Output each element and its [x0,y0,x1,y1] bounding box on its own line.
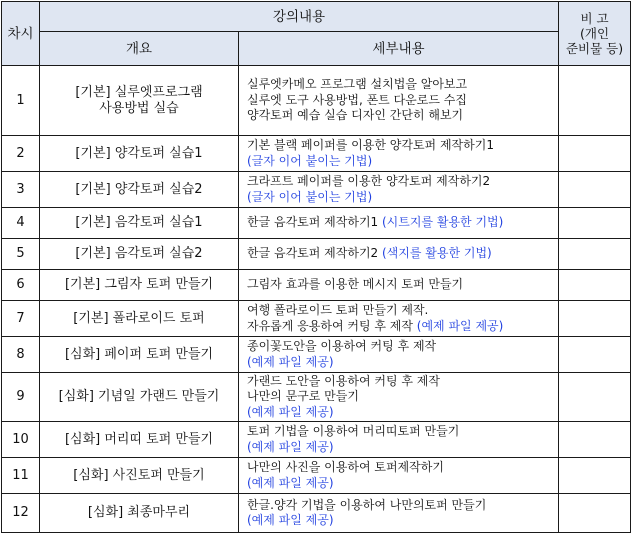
session-number: 8 [2,337,40,373]
session-note [559,208,631,239]
session-number: 5 [2,239,40,270]
session-note [559,136,631,172]
detail-line [247,277,558,293]
session-details [239,494,559,533]
detail-text: 종이꽃도안을 이용하여 커팅 후 제작 [247,339,437,353]
table-row [2,458,631,494]
detail-line [247,246,558,262]
detail-line [247,405,558,421]
detail-note-text: (글자 이어 붙이는 기법) [247,153,373,168]
session-number: 7 [2,301,40,337]
overview-line: [기본] 음각토퍼 실습1 [75,215,203,230]
session-note [559,239,631,270]
detail-text: 실루엣카메오 프로그램 설치법을 알아보고 [247,77,468,92]
session-note [559,458,631,494]
overview-line: [심화] 머리띠 토퍼 만들기 [64,431,214,447]
detail-text: 실루엣 도구 사용방법, 폰트 다운로드 수집 [247,92,467,107]
detail-line [247,303,558,319]
overview-line: [기본] 폴라로이드 토퍼 [73,310,205,326]
overview-line: [기본] 양각토퍼 실습1 [75,145,203,161]
table-row [2,136,631,172]
detail-line [247,460,558,476]
session-overview [40,494,239,533]
session-number: 9 [2,373,40,422]
detail-text: 나만의 사진을 이용하여 토퍼제작하기 [247,460,444,474]
detail-line [247,513,558,529]
detail-line [247,93,558,109]
detail-note-text: (예제 파일 제공) [247,513,334,527]
session-details [239,239,559,270]
header-note-line: 준비물 등) [565,41,624,56]
session-details [239,270,559,301]
table-row [2,337,631,373]
overview-line: [기본] 양각토퍼 실습2 [75,181,203,197]
curriculum-table [1,1,631,533]
table-row [2,422,631,458]
header-note [559,2,631,66]
session-number: 10 [2,422,40,458]
detail-line [247,476,558,492]
session-number: 2 [2,136,40,172]
session-overview [40,301,239,337]
detail-line [247,374,558,390]
detail-note-text: (시트지를 활용한 기법) [382,215,504,230]
session-note [559,66,631,136]
session-number: 3 [2,172,40,208]
session-number: 6 [2,270,40,301]
detail-line [247,440,558,456]
detail-line [247,319,558,335]
detail-text: 크라프트 페이퍼를 이용한 양각토퍼 제작하기2 [247,174,491,188]
header-lecture-content: 강의내용 [40,2,559,32]
session-details [239,301,559,337]
table-row [2,66,631,136]
session-details [239,66,559,136]
session-overview [40,66,239,136]
session-overview [40,208,239,239]
detail-note-text: (예제 파일 제공) [247,475,334,490]
session-details [239,337,559,373]
detail-note-text: (예제 파일 제공) [416,318,504,333]
detail-line [247,154,558,170]
session-overview [40,239,239,270]
session-details [239,458,559,494]
session-number: 11 [2,458,40,494]
overview-line: [기본] 실루엣프로그램 [75,84,203,100]
header-note-line: (개인 [580,26,610,41]
overview-line: [심화] 사진토퍼 만들기 [73,467,205,483]
session-number: 1 [2,66,40,136]
overview-line: [기본] 음각토퍼 실습2 [75,246,203,261]
session-number: 4 [2,208,40,239]
detail-text: 토퍼 기법을 이용하여 머리띠토퍼 만들기 [247,424,460,438]
header-overview: 개요 [40,32,239,66]
detail-line [247,389,558,405]
detail-line [247,215,558,231]
session-details [239,373,559,422]
session-details [239,136,559,172]
detail-note-text: (예제 파일 제공) [247,404,334,419]
detail-note-text: (예제 파일 제공) [247,439,334,454]
detail-line [247,339,558,355]
detail-line [247,355,558,371]
overview-line: [심화] 기념일 가랜드 만들기 [58,389,220,404]
session-note [559,270,631,301]
session-overview [40,458,239,494]
session-note [559,494,631,533]
session-overview [40,270,239,301]
overview-line: [심화] 최종마무리 [87,505,191,520]
detail-text: 한글.양각 기법을 이용하여 나만의토퍼 만들기 [247,497,487,512]
session-note [559,373,631,422]
detail-note-text: (글자 이어 붙이는 기법) [247,189,373,204]
detail-line [247,498,558,514]
session-details [239,172,559,208]
detail-note-text: (색지를 활용한 기법) [382,246,492,261]
detail-text: 한글 음각토퍼 제작하기2 [247,246,382,261]
session-details [239,422,559,458]
header-session: 차시 [2,2,40,66]
detail-text: 기본 블랙 페이퍼를 이용한 양각토퍼 제작하기1 [247,138,494,152]
detail-line [247,190,558,206]
session-note [559,337,631,373]
detail-note-text: (예제 파일 제공) [247,354,334,369]
detail-text: 가랜드 도안을 이용하여 커팅 후 제작 [247,373,440,388]
detail-text: 양각토퍼 예습 실습 디자인 간단히 해보기 [247,108,464,123]
table-row [2,494,631,533]
detail-text: 그림자 효과를 이용한 메시지 토퍼 만들기 [247,277,464,292]
session-details [239,208,559,239]
session-note [559,301,631,337]
detail-text: 여행 폴라로이드 토퍼 만들기 제작. [247,303,429,317]
table-row [2,208,631,239]
table-row [2,373,631,422]
detail-line [247,138,558,154]
table-row [2,301,631,337]
detail-line [247,77,558,93]
session-overview [40,337,239,373]
header-note-line: 비 고 [580,11,609,26]
table-row [2,270,631,301]
session-overview [40,422,239,458]
overview-line: [심화] 페이퍼 토퍼 만들기 [64,346,214,362]
detail-line [247,174,558,190]
detail-text: 자유롭게 응용하여 커팅 후 제작 [247,318,417,333]
session-note [559,172,631,208]
detail-line [247,108,558,124]
detail-text: 한글 음각토퍼 제작하기1 [247,215,382,230]
session-number: 12 [2,494,40,533]
detail-text: 나만의 문구로 만들기 [247,389,359,404]
session-note [559,422,631,458]
session-overview [40,172,239,208]
table-row [2,239,631,270]
session-overview [40,136,239,172]
detail-line [247,424,558,440]
table-row [2,172,631,208]
overview-line: 사용방법 실습 [99,100,179,116]
header-details: 세부내용 [239,32,559,66]
overview-line: [기본] 그림자 토퍼 만들기 [64,277,214,292]
session-overview [40,373,239,422]
